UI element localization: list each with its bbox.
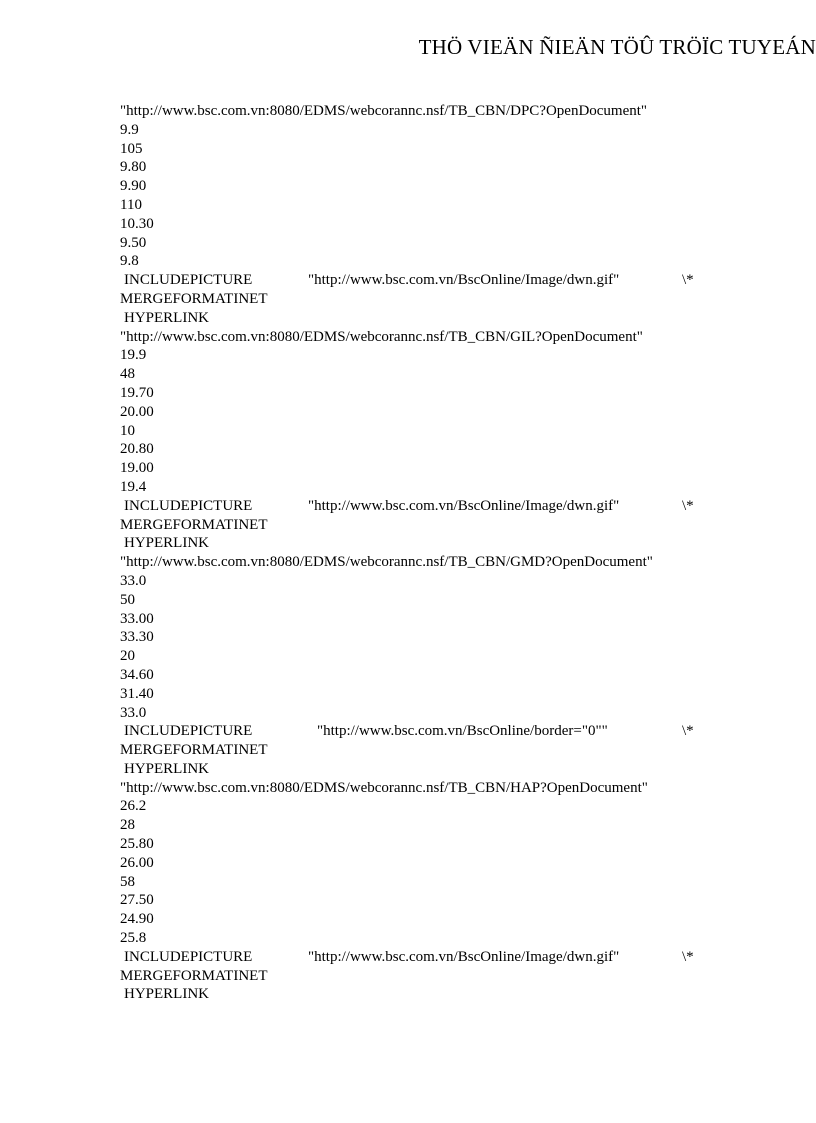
- value-line: 27.50: [120, 892, 154, 909]
- merge-line: MERGEFORMATINET: [120, 967, 268, 984]
- value-line: 48: [120, 366, 135, 383]
- value-line: 105: [120, 140, 143, 157]
- value-line: 33.0: [120, 704, 147, 721]
- hyperlink-line: HYPERLINK: [124, 535, 209, 552]
- url-line[interactable]: "http://www.bsc.com.vn:8080/EDMS/webcorannc.nsf/TB_CBN/HAP?OpenDocument": [120, 779, 648, 796]
- value-line: 9.8: [120, 253, 139, 270]
- value-line: 9.80: [120, 159, 147, 176]
- value-line: 25.8: [120, 930, 147, 947]
- includepicture-row: [120, 948, 710, 967]
- value-line: 19.00: [120, 460, 154, 477]
- value-line: 26.00: [120, 854, 154, 871]
- value-line: 9.90: [120, 178, 147, 195]
- include-keyword: INCLUDEPICTURE: [124, 723, 253, 740]
- include-switch: \*: [682, 272, 694, 289]
- value-line: 25.80: [120, 836, 154, 853]
- includepicture-row: [120, 497, 710, 516]
- document-body: [120, 102, 710, 1004]
- include-keyword: INCLUDEPICTURE: [124, 497, 253, 514]
- hyperlink-line: HYPERLINK: [124, 309, 209, 326]
- url-line[interactable]: "http://www.bsc.com.vn:8080/EDMS/webcorannc.nsf/TB_CBN/GMD?OpenDocument": [120, 554, 653, 571]
- includepicture-row: [120, 271, 710, 290]
- include-switch: \*: [682, 948, 694, 965]
- hyperlink-line: HYPERLINK: [124, 986, 209, 1003]
- value-line: 28: [120, 817, 135, 834]
- include-switch: \*: [682, 497, 694, 514]
- include-target: "http://www.bsc.com.vn/BscOnline/border="0"": [317, 723, 608, 740]
- value-line: 19.9: [120, 347, 147, 364]
- url-line[interactable]: "http://www.bsc.com.vn:8080/EDMS/webcorannc.nsf/TB_CBN/GIL?OpenDocument": [120, 328, 643, 345]
- include-target: "http://www.bsc.com.vn/BscOnline/Image/dwn.gif": [308, 272, 620, 289]
- value-line: 10.30: [120, 215, 154, 232]
- value-line: 9.50: [120, 234, 147, 251]
- value-line: 33.0: [120, 572, 147, 589]
- merge-line: MERGEFORMATINET: [120, 742, 268, 759]
- value-line: 9.9: [120, 121, 139, 138]
- includepicture-row: [120, 722, 710, 741]
- value-line: 19.4: [120, 478, 147, 495]
- value-line: 26.2: [120, 798, 147, 815]
- value-line: 20: [120, 648, 135, 665]
- value-line: 34.60: [120, 666, 154, 683]
- value-line: 20.00: [120, 403, 154, 420]
- include-keyword: INCLUDEPICTURE: [124, 948, 253, 965]
- value-line: 50: [120, 591, 135, 608]
- value-line: 58: [120, 873, 135, 890]
- hyperlink-line: HYPERLINK: [124, 760, 209, 777]
- value-line: 19.70: [120, 384, 154, 401]
- include-switch: \*: [682, 723, 694, 740]
- include-target: "http://www.bsc.com.vn/BscOnline/Image/dwn.gif": [308, 497, 620, 514]
- include-target: "http://www.bsc.com.vn/BscOnline/Image/dwn.gif": [308, 948, 620, 965]
- value-line: 31.40: [120, 685, 154, 702]
- value-line: 33.00: [120, 610, 154, 627]
- value-line: 110: [120, 196, 142, 213]
- url-line[interactable]: "http://www.bsc.com.vn:8080/EDMS/webcorannc.nsf/TB_CBN/DPC?OpenDocument": [120, 103, 648, 119]
- merge-line: MERGEFORMATINET: [120, 290, 268, 307]
- page-header-title: THÖ VIEÄN ÑIEÄN TÖÛ TRÖÏC TUYEÁN: [418, 35, 816, 59]
- value-line: 10: [120, 422, 135, 439]
- merge-line: MERGEFORMATINET: [120, 516, 268, 533]
- value-line: 24.90: [120, 911, 154, 928]
- value-line: 20.80: [120, 441, 154, 458]
- include-keyword: INCLUDEPICTURE: [124, 272, 253, 289]
- value-line: 33.30: [120, 629, 154, 646]
